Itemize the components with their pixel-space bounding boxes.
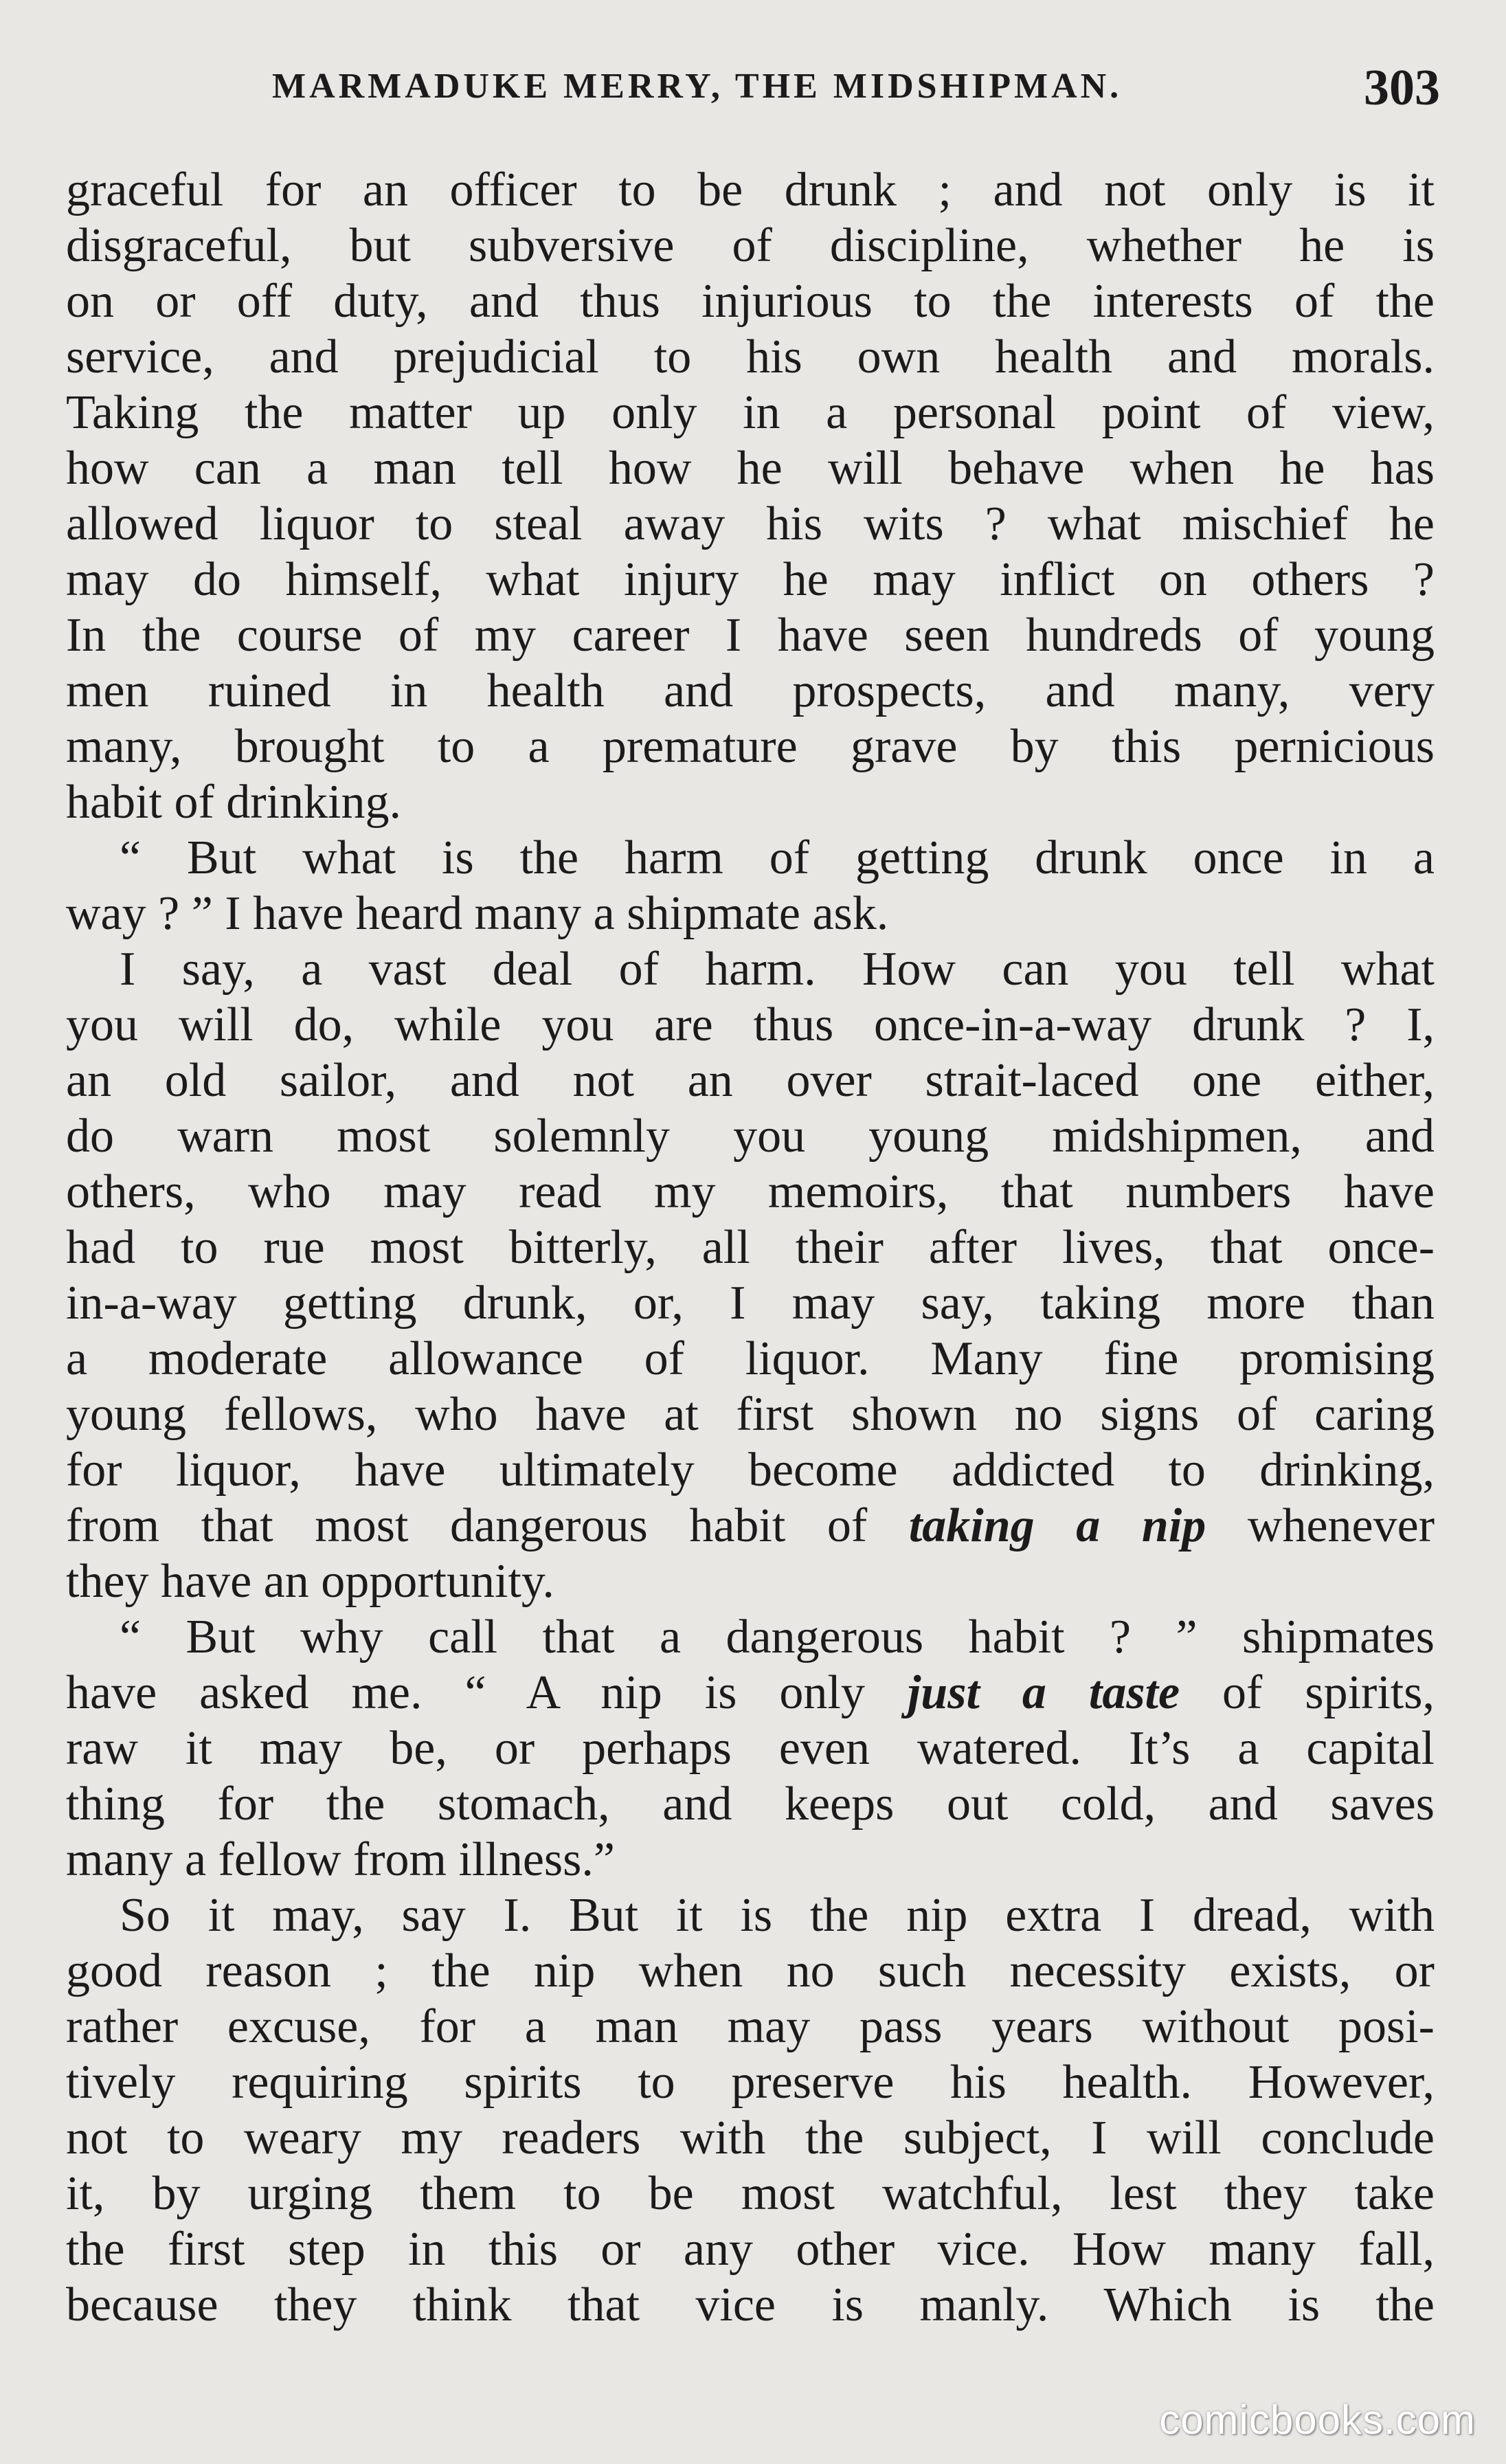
- text-line: [66, 1164, 1435, 1220]
- text-line: [66, 329, 1435, 385]
- text-segment: they have an opportunity.: [66, 1555, 554, 1608]
- text-line: [66, 1721, 1435, 1776]
- text-line: [66, 607, 1435, 663]
- body-text: [66, 162, 1435, 2333]
- text-segment: others, who may read my memoirs, that numbers have: [66, 1165, 1435, 1218]
- text-line: [66, 2166, 1435, 2221]
- running-head: [272, 60, 1440, 118]
- text-line: [66, 774, 1435, 830]
- text-line: [66, 663, 1435, 719]
- text-line: [66, 2277, 1435, 2333]
- text-line: [66, 997, 1435, 1053]
- text-segment: many, brought to a premature grave by this pernicious: [66, 720, 1435, 773]
- text-segment: thing for the stomach, and keeps out cold, and saves: [66, 1778, 1435, 1830]
- text-segment: men ruined in health and prospects, and many, very: [66, 664, 1435, 717]
- text-segment: good reason ; the nip when no such necessity exists, or: [66, 1945, 1435, 1997]
- text-segment: an old sailor, and not an over strait-laced one either,: [66, 1054, 1435, 1107]
- italic-phrase: taking a nip: [908, 1499, 1206, 1552]
- text-segment: how can a man tell how he will behave when he has: [66, 442, 1435, 495]
- text-line: [66, 385, 1435, 440]
- italic-phrase: just a taste: [907, 1666, 1180, 1719]
- text-segment: habit of drinking.: [66, 776, 401, 829]
- text-segment: do warn most solemnly you young midshipmen, and: [66, 1110, 1435, 1163]
- text-line: [66, 1609, 1435, 1665]
- text-line: [66, 886, 1435, 941]
- text-line: [66, 218, 1435, 273]
- running-title: MARMADUKE MERRY, THE MIDSHIPMAN.: [272, 67, 1123, 106]
- text-segment: Taking the matter up only in a personal point of view,: [66, 386, 1435, 439]
- text-segment: raw it may be, or perhaps even watered. It’s a capital: [66, 1722, 1435, 1775]
- text-segment: “ But why call that a dangerous habit ? ” shipmates: [120, 1611, 1435, 1664]
- text-segment: because they think that vice is manly. Which is the: [66, 2278, 1435, 2331]
- text-segment: it, by urging them to be most watchful, lest they take: [66, 2167, 1435, 2220]
- text-line: [66, 1053, 1435, 1108]
- text-segment: have asked me. “ A nip is only: [66, 1666, 908, 1719]
- text-line: [66, 1832, 1435, 1888]
- text-line: [66, 1554, 1435, 1609]
- text-segment: “ But what is the harm of getting drunk once in a: [120, 831, 1435, 884]
- text-segment: in-a-way getting drunk, or, I may say, taking more than: [66, 1277, 1435, 1330]
- text-segment: whenever: [1206, 1499, 1435, 1552]
- watermark: comicbooks.com: [1159, 2397, 1476, 2443]
- text-line: [66, 496, 1435, 552]
- text-line: [66, 2110, 1435, 2166]
- text-segment: a moderate allowance of liquor. Many fine promising: [66, 1332, 1435, 1385]
- text-line: [66, 2054, 1435, 2110]
- text-line: [66, 1220, 1435, 1275]
- text-segment: tively requiring spirits to preserve his health. However,: [66, 2056, 1435, 2109]
- text-segment: may do himself, what injury he may inflict on others ?: [66, 553, 1435, 606]
- text-segment: graceful for an officer to be drunk ; and not only is it: [66, 164, 1435, 216]
- text-line: [66, 1999, 1435, 2054]
- text-line: [66, 1442, 1435, 1498]
- text-segment: So it may, say I. But it is the nip extra I dread, with: [120, 1889, 1435, 1942]
- text-line: [66, 1665, 1435, 1721]
- text-segment: way ? ” I have heard many a shipmate ask.: [66, 887, 889, 940]
- text-line: [66, 1108, 1435, 1164]
- text-segment: young fellows, who have at first shown no signs of caring: [66, 1388, 1435, 1441]
- text-line: [66, 1498, 1435, 1554]
- text-segment: had to rue most bitterly, all their after lives, that once-: [66, 1221, 1435, 1274]
- text-segment: many a fellow from illness.”: [66, 1833, 615, 1886]
- text-segment: service, and prejudicial to his own health and morals.: [66, 331, 1435, 383]
- text-segment: of spirits,: [1180, 1666, 1435, 1719]
- text-line: [66, 1331, 1435, 1387]
- text-line: [66, 941, 1435, 997]
- text-segment: from that most dangerous habit of: [66, 1499, 909, 1552]
- text-segment: not to weary my readers with the subject, I will conclude: [66, 2112, 1435, 2164]
- text-line: [66, 1275, 1435, 1331]
- text-segment: rather excuse, for a man may pass years without posi-: [66, 2000, 1435, 2053]
- text-line: [66, 440, 1435, 496]
- text-line: [66, 552, 1435, 607]
- text-line: [66, 1888, 1435, 1943]
- text-segment: In the course of my career I have seen hundreds of young: [66, 609, 1435, 662]
- text-segment: for liquor, have ultimately become addicted to drinking,: [66, 1444, 1435, 1497]
- page-number: 303: [1364, 60, 1440, 116]
- text-segment: disgraceful, but subversive of discipline, whether he is: [66, 219, 1435, 272]
- text-line: [66, 273, 1435, 329]
- text-line: [66, 1387, 1435, 1442]
- text-segment: I say, a vast deal of harm. How can you tell what: [120, 943, 1435, 996]
- text-line: [66, 2221, 1435, 2277]
- text-segment: on or off duty, and thus injurious to the interests of the: [66, 275, 1435, 328]
- text-segment: the first step in this or any other vice. How many fall,: [66, 2223, 1435, 2276]
- text-segment: you will do, while you are thus once-in-a-way drunk ? I,: [66, 998, 1435, 1051]
- text-line: [66, 830, 1435, 886]
- text-line: [66, 1943, 1435, 1999]
- text-segment: allowed liquor to steal away his wits ? what mischief he: [66, 497, 1435, 550]
- text-line: [66, 719, 1435, 774]
- text-line: [66, 162, 1435, 218]
- text-line: [66, 1776, 1435, 1832]
